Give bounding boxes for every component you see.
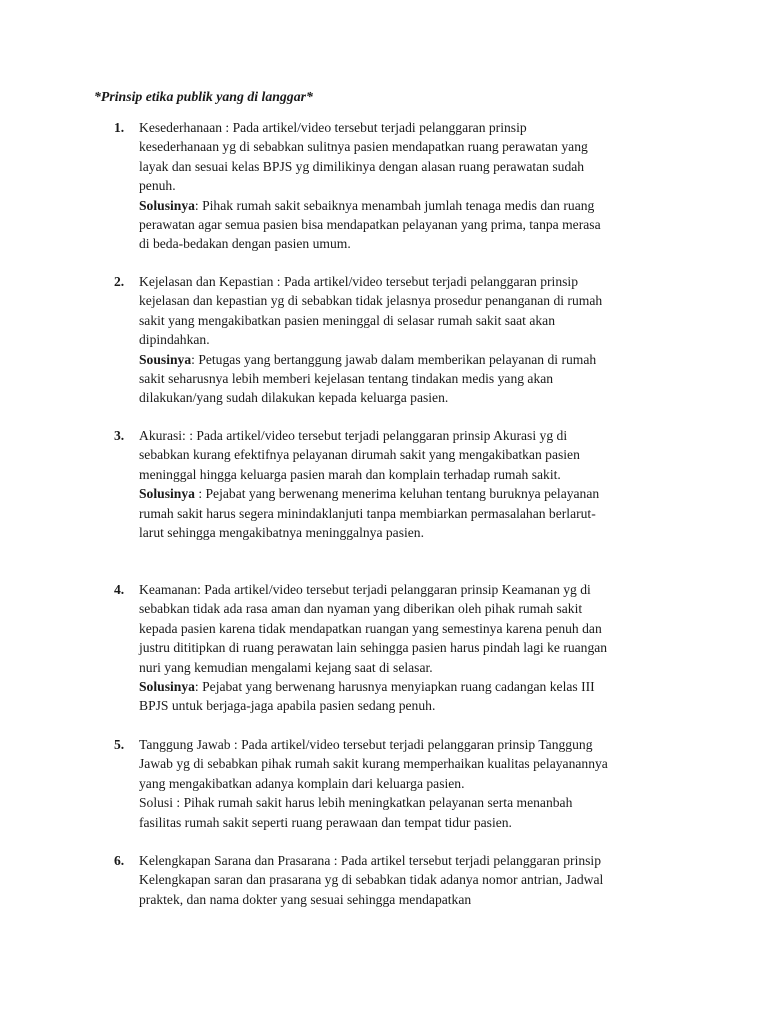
item-body [139, 851, 679, 909]
solution-line: di beda-bedakan dengan pasien umum. [139, 236, 351, 252]
solution-label: Solusinya [139, 486, 195, 502]
item-line: Akurasi: : Pada artikel/video tersebut terjadi pelanggaran prinsip Akurasi yg di [139, 428, 568, 443]
item-body [139, 426, 679, 542]
solution-line: fasilitas rumah sakit seperti ruang perawaan dan tempat tidur pasien. [139, 814, 512, 830]
item-body [139, 580, 679, 716]
solution-text: : Petugas yang bertanggung jawab dalam memberikan pelayanan di rumah [191, 351, 597, 367]
item-line: dipindahkan. [139, 332, 210, 348]
solution-label: Solusinya [139, 679, 195, 695]
document-heading: *Prinsip etika publik yang di langgar* [94, 89, 313, 104]
item-line: Kesederhanaan : Pada artikel/video tersebut terjadi pelanggaran prinsip [139, 120, 527, 135]
solution-line: perawatan agar semua pasien bisa mendapatkan pelayanan yang prima, tanpa merasa [139, 217, 601, 233]
item-line: yang mengakibatkan adanya komplain dari keluarga pasien. [139, 775, 465, 791]
item-line: sakit yang mengakibatkan pasien meninggal di selasar rumah sakit saat akan [139, 312, 555, 328]
item-line: sebabkan tidak ada rasa aman dan nyaman yang diberikan oleh pihak rumah sakit [139, 601, 583, 617]
solution-line: larut sehingga mengakibatnya meninggalnya pasien. [139, 525, 425, 541]
item-line: meninggal hingga keluarga pasien marah dan komplain terhadap rumah sakit. [139, 466, 561, 482]
solution-label: Solusinya [139, 197, 195, 213]
solution-line [139, 350, 679, 369]
item-line: kepada pasien karena tidak mendapatkan ruangan yang semestinya karena penuh dan [139, 620, 602, 636]
item-line: penuh. [139, 178, 176, 194]
item-body [139, 118, 679, 254]
solution-text: : Pihak rumah sakit sebaiknya menambah jumlah tenaga medis dan ruang [194, 197, 595, 213]
item-line: nuri yang kemudian mengalami kejang saat di selasar. [139, 659, 433, 675]
solution-label: Sousinya [139, 351, 192, 367]
solution-text: : Pejabat yang berwenang menerima keluhan tentang buruknya pelayanan [194, 486, 600, 502]
solution-line [139, 484, 679, 503]
item-line: kejelasan dan kepastian yg di sebabkan tidak jelasnya prosedur penanganan di rumah [139, 293, 603, 309]
item-line: kesederhanaan yg di sebabkan sulitnya pasien mendapatkan ruang perawatan yang [139, 139, 588, 155]
item-number: 1. [114, 120, 125, 135]
item-line: Kelengkapan Sarana dan Prasarana : Pada artikel tersebut terjadi pelanggaran prinsip [139, 853, 602, 868]
solution-line: sakit seharusnya lebih memberi kejelasan tentang tindakan medis yang akan [139, 371, 554, 387]
item-number: 3. [114, 428, 125, 443]
item-line: Tanggung Jawab : Pada artikel/video tersebut terjadi pelanggaran prinsip Tanggung [139, 737, 593, 752]
item-number: 4. [114, 582, 125, 597]
solution-line: dilakukan/yang sudah dilakukan kepada keluarga pasien. [139, 390, 449, 406]
item-line: layak dan sesuai kelas BPJS yg dimilikinya dengan alasan ruang perawatan sudah [139, 158, 585, 174]
item-line: Keamanan: Pada artikel/video tersebut terjadi pelanggaran prinsip Keamanan yg di [139, 582, 591, 597]
item-line: praktek, dan nama dokter yang sesuai sehingga mendapatkan [139, 891, 472, 907]
item-body [139, 735, 679, 832]
item-line: Jawab yg di sebabkan pihak rumah sakit kurang memperhaikan kualitas pelayanannya [139, 756, 608, 772]
solution-text: : Pejabat yang berwenang harusnya menyiapkan ruang cadangan kelas III [194, 679, 595, 695]
item-line: justru dititipkan di ruang perawatan lain sehingga pasien harus pindah lagi ke ruangan [139, 640, 608, 656]
solution-line: BPJS untuk berjaga-jaga apabila pasien sedang penuh. [139, 698, 436, 714]
solution-line [139, 677, 679, 696]
item-line: Kelengkapan saran dan prasarana yg di sebabkan tidak adanya nomor antrian, Jadwal [139, 872, 604, 888]
solution-line: Solusi : Pihak rumah sakit harus lebih meningkatkan pelayanan serta menanbah [139, 795, 573, 811]
solution-line [139, 196, 679, 215]
item-number: 6. [114, 853, 125, 868]
solution-line: rumah sakit harus segera minindaklanjuti tanpa membiarkan permasalahan berlarut- [139, 505, 596, 521]
item-number: 2. [114, 274, 125, 289]
item-number: 5. [114, 737, 125, 752]
item-line: sebabkan kurang efektifnya pelayanan dirumah sakit yang mengakibatkan pasien [139, 447, 580, 463]
item-line: Kejelasan dan Kepastian : Pada artikel/video tersebut terjadi pelanggaran prinsip [139, 274, 578, 289]
item-body [139, 272, 679, 408]
